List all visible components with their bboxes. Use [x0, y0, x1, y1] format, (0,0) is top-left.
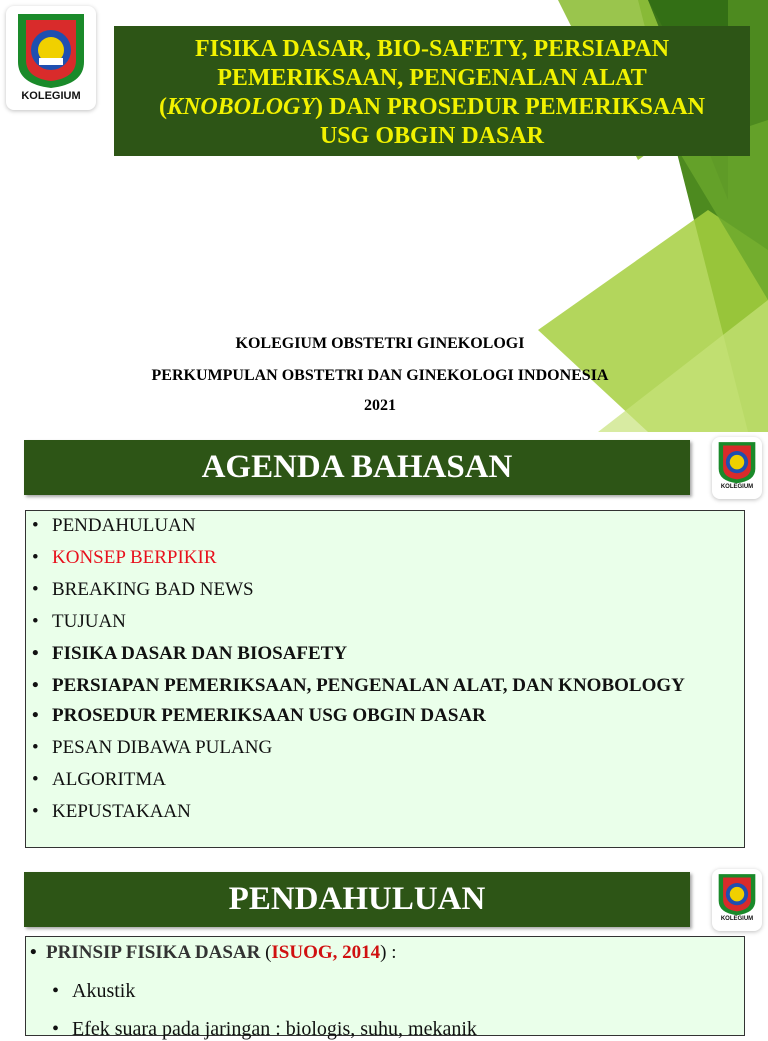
agenda-item: • PERSIAPAN PEMERIKSAAN, PENGENALAN ALAT, DAN KNOBOLOGY	[32, 674, 744, 698]
logo-caption: KOLEGIUM	[720, 484, 754, 490]
agenda-item: • BREAKING BAD NEWS	[32, 578, 744, 602]
agenda-heading: AGENDA BAHASAN	[24, 440, 690, 495]
logo-caption: KOLEGIUM	[720, 916, 754, 922]
agenda-slide	[0, 432, 768, 864]
kolegium-logo	[712, 437, 762, 499]
sub-item: • Akustik	[26, 979, 744, 1003]
kolegium-logo	[6, 6, 96, 110]
paren-open: (	[158, 94, 167, 120]
year: 2021	[364, 397, 396, 414]
principle-line	[26, 941, 744, 965]
logo-caption: KOLEGIUM	[21, 90, 81, 102]
kolegium-logo	[712, 869, 762, 931]
pogi-emblem-icon	[712, 869, 762, 917]
agenda-list	[32, 514, 744, 824]
principle-label: PRINSIP FISIKA DASAR	[46, 942, 261, 963]
title-line-4: USG OBGIN DASAR	[319, 123, 545, 149]
agenda-item: • PESAN DIBAWA PULANG	[32, 736, 744, 760]
agenda-item: • PENDAHULUAN	[32, 514, 744, 538]
title-line-3-rest: ) DAN PROSEDUR PEMERIKSAAN	[314, 94, 705, 120]
paren-open: (	[260, 942, 272, 963]
org-line-1: KOLEGIUM OBSTETRI GINEKOLOGI	[235, 335, 525, 352]
agenda-item: • TUJUAN	[32, 610, 744, 634]
citation: ISUOG, 2014	[271, 942, 381, 963]
pendahuluan-heading: PENDAHULUAN	[24, 872, 690, 927]
agenda-item: • PROSEDUR PEMERIKSAAN USG OBGIN DASAR	[32, 704, 744, 728]
paren-close: ) :	[380, 942, 397, 963]
agenda-item: • KONSEP BERPIKIR	[32, 546, 744, 570]
agenda-item: • ALGORITMA	[32, 768, 744, 792]
agenda-box	[25, 510, 745, 848]
title-line-3	[114, 93, 750, 122]
knobology-term: KNOBOLOGY	[166, 94, 315, 120]
title-line-1: FISIKA DASAR, BIO-SAFETY, PERSIAPAN	[194, 36, 670, 62]
slide-title	[114, 26, 750, 156]
sub-item: • Efek suara pada jaringan : biologis, suhu, mekanik	[26, 1017, 744, 1041]
pendahuluan-box	[25, 936, 745, 1040]
pogi-emblem-icon	[6, 6, 96, 90]
agenda-item: • KEPUSTAKAAN	[32, 800, 744, 824]
title-slide	[0, 0, 768, 432]
pendahuluan-slide	[0, 864, 768, 1040]
org-line-2: PERKUMPULAN OBSTETRI DAN GINEKOLOGI INDONESIA	[151, 367, 609, 384]
pogi-emblem-icon	[712, 437, 762, 485]
agenda-item: • FISIKA DASAR DAN BIOSAFETY	[32, 642, 744, 666]
title-line-2: PEMERIKSAAN, PENGENALAN ALAT	[217, 65, 647, 91]
